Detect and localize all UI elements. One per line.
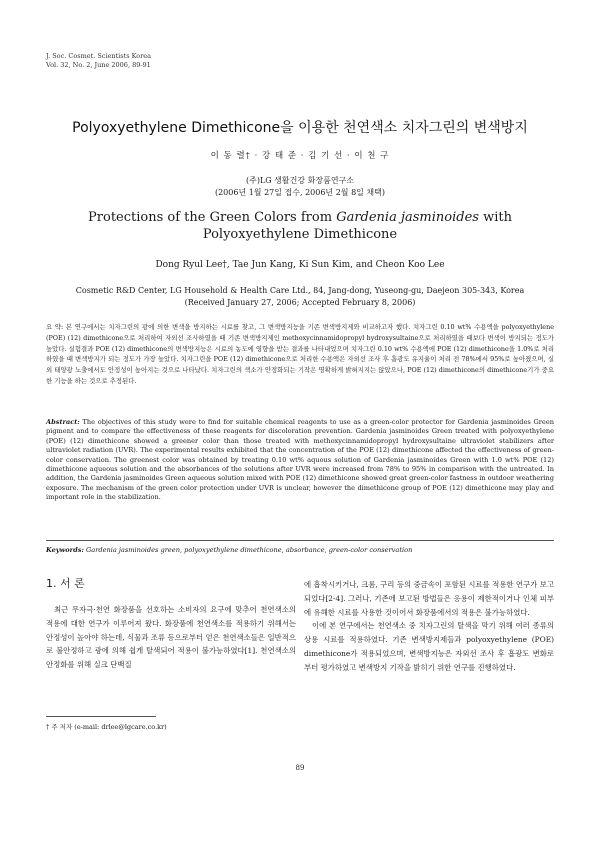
journal-volume: Vol. 32, No. 2, June 2006, 89-91	[46, 61, 151, 69]
english-received-dates: (Received January 27, 2006; Accepted February 8, 2006)	[184, 298, 416, 307]
keywords-text: Gardenia jasminoides green, polyoxyethylene dimethicone, absorbance, green-color conservation	[83, 546, 413, 554]
journal-info	[46, 52, 151, 70]
intro-paragraph-1: 최근 무자극·천연 화장품을 선호하는 소비자의 요구에 맞추어 천연색소의 적용에 대한 연구가 이루어져 왔다. 화장품에 천연색소를 적용하기 위해서는 안정성이 높아야 하는데, 식물과 조류 등으로부터 얻은 천연색소들은 일반적으로 불안정하고 광에 의해 쉽게 탈색되어 적용이 불가능하였다[1]. 천연색소의 안정화를 위해 실크 단백질	[46, 605, 296, 670]
footnote: † 주 저자 (e-mail: drlee@lgcare.co.kr)	[46, 723, 167, 731]
keywords-label: Keywords:	[46, 546, 84, 554]
intro-paragraph-2: 에 흡착시키거나, 크롬, 구리 등의 중금속이 포함된 시료를 적용한 연구가 보고되었다[2-4]. 그러나, 기존에 보고된 방법들은 응용이 제한적이거나 인체 피부에 유해한 시료를 사용한 것이어서 화장품에서의 적용은 불가능하였다.	[304, 580, 554, 617]
english-affiliation	[60, 285, 540, 309]
korean-affiliation-name: (주)LG 생활건강 화장품연구소	[245, 176, 355, 185]
keywords	[46, 546, 554, 554]
abstract-text: The objectives of this study were to find for suitable chemical reagents to use as a green-color protector for Gardenia jasminoides Green pigment and to compare the effectiveness of these reagents for discoloration prevention. Gardenia jasminoides Green treated with polyoxyethylene (POE) (12) dimethicone showed a greener color than those treated with methoxycinnamidopropyl hydroxysultaine ultraviolet stabilizers after ultraviolet radiation (UVR). The experimental results exhibited that the concentration of the POE (12) dimethicone affected the effectiveness of green-color conservation. The greenest color was obtained by treating 0.10 wt% aquous solution of Gardenia jasminoides Green with 1.0 wt% POE (12) dimethicone aqueous solution and the absorbances of the solutions after UVR were increased from 78% to 95% in comparison with the untreated. In addition, the Gardenia jasminoides Green aqueous solution mixed with POE (12) dimethicone showed great green-color fastness in outdoor weathering exposure. The mechanism of the green color protection under UVR is unclear, however the dimethicone group of POE (12) dimethicone may play and important role in the stabilization.	[46, 418, 554, 502]
journal-name: J. Soc. Cosmet. Scientists Korea	[46, 52, 152, 60]
english-title-part1: Protections of the Green Colors from	[88, 210, 337, 225]
abstract-label: Abstract:	[46, 418, 80, 426]
english-affiliation-address: Cosmetic R&D Center, LG Household & Health Care Ltd., 84, Jang-dong, Yuseong-gu, Daejeon 305-343, Korea	[75, 286, 525, 295]
korean-abstract: 요 약: 본 연구에서는 치자그린의 광에 의한 변색을 방지하는 시료를 찾고, 그 변색방지능을 기존 변색방지제와 비교하고자 했다. 치자그린 0.10 wt% 수용액을 polyoxyethylene (POE) (12) dimethicone으로 처리하여 자외선 조사하였을 때 기존 변색방지제인 methoxycinnamidopropyl hydroxysultaine으로 처리하였을 때보다 변색이 방지되는 정도가 높았다. 실험결과 POE (12) dimethicone의 변색방지능은 시료의 농도에 영향을 받는 결과를 나타내었으며 치자그린 0.10 wt% 수용액에 POE (12) dimethicone을 1.0%로 처리하였을 때 변색방지가 되는 정도가 가장 높았다. 치자그린을 POE (12) dimethicone으로 처리한 수용액은 자외선 조사 후 흡광도 유지율이 처리 전 78%에서 95%로 높아졌으며, 실외 태양광 노출에서도 안정성이 높아지는 것으로 나타났다. 치자그린의 색소가 안정화되는 기작은 명확하게 밝혀지지는 않았으나, POE (12) dimethicone의 dimethicone기가 중요한 기능을 하는 것으로 추정된다.	[46, 323, 554, 385]
left-column	[46, 575, 296, 672]
footnote-divider	[46, 716, 156, 717]
intro-paragraph-3: 이에 본 연구에서는 천연색소 중 치자그린의 탈색을 막기 위해 여러 종류의 상용 시료를 적용하였다. 기존 변색방지제들과 polyoxyethylene (POE) dimethicone가 적용되었으며, 변색방지능은 자외선 조사 후 흡광도 변화로부터 평가하였고 변색방지 기작을 밝히기 위한 연구를 진행하였다.	[304, 621, 554, 672]
section-heading: 1. 서 론	[46, 577, 85, 590]
english-title	[40, 209, 560, 243]
korean-received-dates: (2006년 1월 27일 접수, 2006년 2월 8일 채택)	[214, 188, 386, 197]
english-title-species: Gardenia jasminoides	[336, 210, 479, 225]
korean-title: Polyoxyethylene Dimethicone을 이용한 천연색소 치자그린의 변색방지	[72, 120, 528, 136]
korean-authors: 이 동 렬† · 강 태 준 · 김 기 선 · 이 천 구	[210, 151, 390, 161]
english-authors: Dong Ryul Lee†, Tae Jun Kang, Ki Sun Kim, and Cheon Koo Lee	[155, 260, 445, 270]
korean-affiliation	[0, 175, 600, 199]
english-abstract	[46, 418, 554, 503]
page-number: 89	[295, 764, 305, 772]
english-title-part2: with Polyoxyethylene Dimethicone	[202, 210, 512, 242]
right-column	[304, 578, 554, 675]
keywords-divider	[46, 540, 554, 541]
